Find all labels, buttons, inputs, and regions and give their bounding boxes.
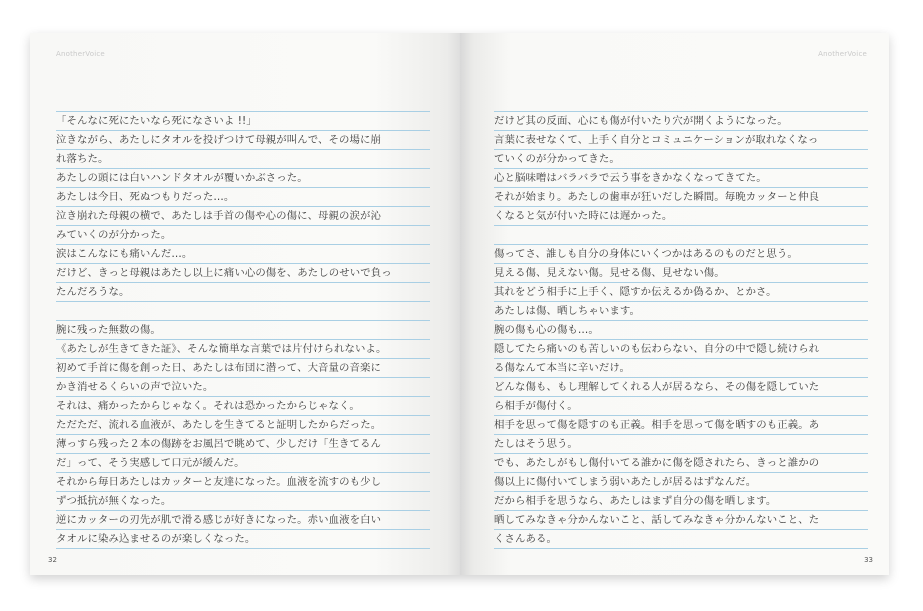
text-line: それから毎日あたしはカッターと友達になった。血液を流すのも少し bbox=[56, 476, 382, 488]
text-line bbox=[494, 93, 868, 112]
text-line: ていくのが分かってきた。 bbox=[494, 153, 620, 165]
text-line: 腕に残った無数の傷。 bbox=[56, 324, 161, 336]
open-book bbox=[30, 33, 889, 575]
text-line: みていくのが分かった。 bbox=[56, 229, 172, 241]
text-line: 言葉に表せなくて、上手く自分とコミュニケーションが取れなくなっ bbox=[494, 134, 819, 146]
text-line bbox=[56, 302, 430, 321]
text-line: 逆にカッターの刃先が肌で滑る感じが好きになった。赤い血液を白い bbox=[56, 514, 382, 526]
text-line: 涙はこんなにも痛いんだ…。 bbox=[56, 248, 193, 260]
text-line: だけど、きっと母親はあたし以上に痛い心の傷を、あたしのせいで負っ bbox=[56, 267, 392, 279]
text-line: どんな傷も、もし理解してくれる人が居るなら、その傷を隠していた bbox=[494, 381, 820, 393]
text-line bbox=[494, 226, 868, 245]
text-body bbox=[494, 93, 868, 553]
text-line: 其れをどう相手に上手く、隠すか伝えるか偽るか、とかさ。 bbox=[494, 286, 777, 298]
left-page bbox=[30, 33, 460, 575]
text-line: 心と脳味噌はバラバラで云う事をきかなくなってきてた。 bbox=[494, 172, 767, 184]
text-line: あたしは今日、死ぬつもりだった…。 bbox=[56, 191, 235, 203]
text-body bbox=[56, 93, 430, 553]
text-line: ただただ、流れる血液が、あたしを生きてると証明したからだった。 bbox=[56, 419, 382, 431]
page-header: AnotherVoice bbox=[818, 50, 867, 58]
text-line: れ落ちた。 bbox=[56, 153, 109, 165]
text-line: 傷以上に傷付いてしまう弱いあたしが居るはずなんだ。 bbox=[494, 476, 757, 488]
text-line: タオルに染み込ませるのが楽しくなった。 bbox=[56, 533, 256, 545]
text-line: ら相手が傷付く。 bbox=[494, 400, 578, 412]
text-line: あたしは傷、晒しちゃいます。 bbox=[494, 305, 641, 317]
page-number: 33 bbox=[864, 556, 873, 564]
text-line: あたしの頭には白いハンドタオルが覆いかぶさった。 bbox=[56, 172, 308, 184]
text-line: 初めて手首に傷を創った日、あたしは布団に潜って、大音量の音楽に bbox=[56, 362, 381, 374]
text-line: 見える傷、見えない傷。見せる傷、見せない傷。 bbox=[494, 267, 725, 279]
text-line: 泣きながら、あたしにタオルを投げつけて母親が叫んで、その場に崩 bbox=[56, 134, 381, 146]
text-line: だから相手を思うなら、あたしはまず自分の傷を晒します。 bbox=[494, 495, 777, 507]
page-header: AnotherVoice bbox=[56, 50, 105, 58]
text-line: 「そんなに死にたいなら死になさいよ !!」 bbox=[56, 115, 257, 127]
text-line: だ」って、そう実感して口元が緩んだ。 bbox=[56, 457, 245, 469]
text-line: 晒してみなきゃ分かんないこと、話してみなきゃ分かんないこと、た bbox=[494, 514, 820, 526]
text-line: かき消せるくらいの声で泣いた。 bbox=[56, 381, 214, 393]
text-line: くなると気が付いた時には遅かった。 bbox=[494, 210, 673, 222]
text-line: ずつ抵抗が無くなった。 bbox=[56, 495, 172, 507]
text-line: でも、あたしがもし傷付いてる誰かに傷を隠されたら、きっと誰かの bbox=[494, 457, 820, 469]
text-line: くさんある。 bbox=[494, 533, 557, 545]
text-line: 《あたしが生きてきた証》、そんな簡単な言葉では片付けられないよ。 bbox=[56, 343, 387, 355]
text-line: る傷なんて本当に辛いだけ。 bbox=[494, 362, 630, 374]
text-line: 傷ってさ、誰しも自分の身体にいくつかはあるのものだと思う。 bbox=[494, 248, 798, 260]
right-page bbox=[460, 33, 889, 575]
text-line bbox=[56, 93, 430, 112]
text-line: たしはそう思う。 bbox=[494, 438, 578, 450]
page-number: 32 bbox=[48, 556, 57, 564]
text-line: 相手を思って傷を隠すのも正義。相手を思って傷を晒すのも正義。あ bbox=[494, 419, 820, 431]
text-line: たんだろうな。 bbox=[56, 286, 130, 298]
text-line: それが始まり。あたしの歯車が狂いだした瞬間。毎晩カッターと仲良 bbox=[494, 191, 820, 203]
text-line: それは、痛かったからじゃなく。それは恐かったからじゃなく。 bbox=[56, 400, 360, 412]
text-line: だけど其の反面、心にも傷が付いたり穴が開くようになった。 bbox=[494, 115, 788, 127]
text-line: 隠してたら痛いのも苦しいのも伝わらない、自分の中で隠し続けられ bbox=[494, 343, 820, 355]
text-line: 薄っすら残った２本の傷跡をお風呂で眺めて、少しだけ「生きてるん bbox=[56, 438, 381, 450]
text-line: 腕の傷も心の傷も…。 bbox=[494, 324, 599, 336]
text-line: 泣き崩れた母親の横で、あたしは手首の傷や心の傷に、母親の涙が沁 bbox=[56, 210, 381, 222]
